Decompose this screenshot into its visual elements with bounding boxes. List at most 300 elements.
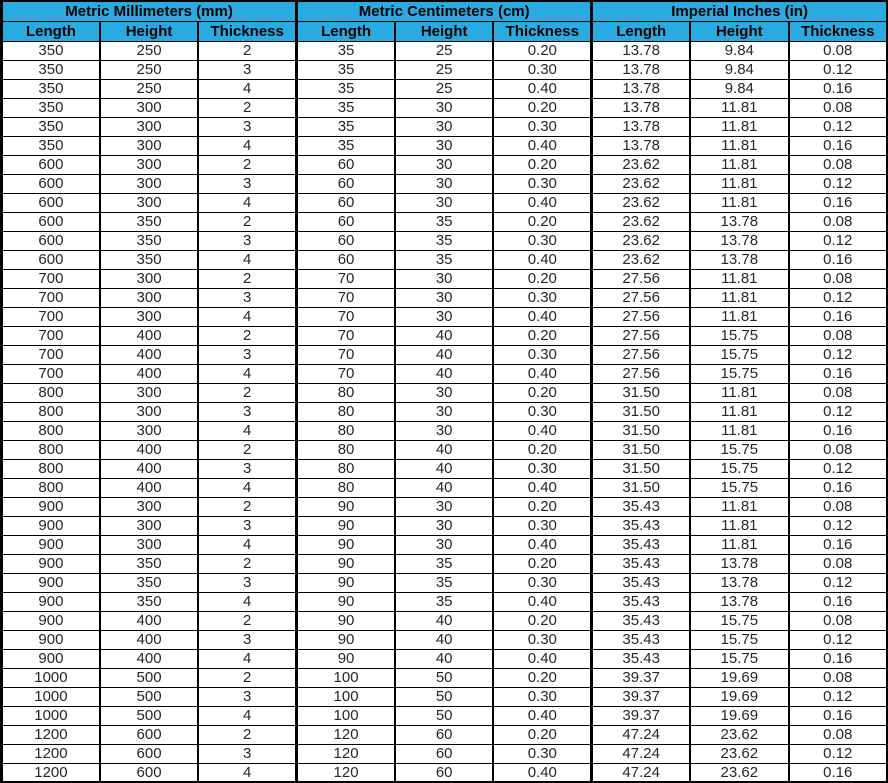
table-cell: 35	[297, 136, 395, 155]
table-cell: 800	[2, 478, 100, 497]
table-cell: 27.56	[592, 288, 690, 307]
table-cell: 0.30	[493, 573, 591, 592]
table-cell: 250	[100, 79, 198, 98]
table-cell: 800	[2, 383, 100, 402]
table-cell: 3	[198, 402, 296, 421]
table-cell: 0.08	[789, 326, 888, 345]
table-cell: 0.20	[493, 155, 591, 174]
table-cell: 30	[395, 402, 493, 421]
table-cell: 0.20	[493, 326, 591, 345]
table-cell: 70	[297, 288, 395, 307]
table-cell: 15.75	[690, 364, 788, 383]
table-cell: 400	[100, 326, 198, 345]
table-cell: 15.75	[690, 440, 788, 459]
table-cell: 800	[2, 440, 100, 459]
table-cell: 300	[100, 155, 198, 174]
table-row	[2, 231, 888, 250]
table-cell: 80	[297, 459, 395, 478]
table-cell: 0.40	[493, 79, 591, 98]
table-cell: 19.69	[690, 706, 788, 725]
table-row	[2, 497, 888, 516]
column-header-cm-thickness: Thickness	[493, 21, 591, 41]
table-cell: 0.30	[493, 174, 591, 193]
table-cell: 0.20	[493, 212, 591, 231]
table-cell: 11.81	[690, 383, 788, 402]
table-cell: 4	[198, 706, 296, 725]
table-cell: 0.12	[789, 288, 888, 307]
table-cell: 4	[198, 478, 296, 497]
table-cell: 0.30	[493, 402, 591, 421]
table-row	[2, 763, 888, 782]
table-cell: 400	[100, 630, 198, 649]
table-cell: 2	[198, 269, 296, 288]
table-row	[2, 459, 888, 478]
table-cell: 2	[198, 212, 296, 231]
table-cell: 2	[198, 383, 296, 402]
column-header-cm-length: Length	[297, 21, 395, 41]
table-cell: 13.78	[592, 79, 690, 98]
table-cell: 30	[395, 174, 493, 193]
table-cell: 40	[395, 649, 493, 668]
table-row	[2, 193, 888, 212]
table-cell: 300	[100, 383, 198, 402]
table-cell: 0.20	[493, 98, 591, 117]
table-cell: 250	[100, 60, 198, 79]
table-cell: 0.16	[789, 592, 888, 611]
table-cell: 11.81	[690, 288, 788, 307]
table-cell: 500	[100, 706, 198, 725]
table-cell: 1000	[2, 668, 100, 687]
table-cell: 0.30	[493, 516, 591, 535]
table-cell: 3	[198, 744, 296, 763]
table-cell: 15.75	[690, 345, 788, 364]
table-cell: 0.12	[789, 459, 888, 478]
table-cell: 23.62	[592, 193, 690, 212]
table-cell: 9.84	[690, 60, 788, 79]
table-cell: 300	[100, 269, 198, 288]
table-cell: 4	[198, 307, 296, 326]
table-cell: 13.78	[690, 573, 788, 592]
table-cell: 2	[198, 326, 296, 345]
table-cell: 600	[2, 174, 100, 193]
table-cell: 13.78	[690, 592, 788, 611]
table-cell: 0.40	[493, 478, 591, 497]
table-cell: 35.43	[592, 630, 690, 649]
table-cell: 40	[395, 459, 493, 478]
table-cell: 600	[2, 193, 100, 212]
table-cell: 1000	[2, 706, 100, 725]
table-cell: 100	[297, 687, 395, 706]
table-cell: 250	[100, 41, 198, 60]
table-cell: 0.08	[789, 554, 888, 573]
table-row	[2, 554, 888, 573]
table-cell: 0.16	[789, 478, 888, 497]
table-cell: 39.37	[592, 706, 690, 725]
table-cell: 900	[2, 611, 100, 630]
table-cell: 35	[395, 592, 493, 611]
table-cell: 0.30	[493, 630, 591, 649]
table-cell: 0.20	[493, 41, 591, 60]
table-row	[2, 402, 888, 421]
table-cell: 600	[100, 763, 198, 782]
table-row	[2, 41, 888, 60]
table-row	[2, 744, 888, 763]
table-row	[2, 136, 888, 155]
table-cell: 1200	[2, 725, 100, 744]
table-cell: 400	[100, 440, 198, 459]
table-cell: 31.50	[592, 440, 690, 459]
table-cell: 900	[2, 535, 100, 554]
table-cell: 0.40	[493, 364, 591, 383]
table-cell: 90	[297, 573, 395, 592]
table-cell: 100	[297, 668, 395, 687]
table-cell: 23.62	[690, 725, 788, 744]
table-cell: 70	[297, 269, 395, 288]
table-cell: 35	[297, 98, 395, 117]
table-cell: 90	[297, 554, 395, 573]
table-cell: 11.81	[690, 497, 788, 516]
table-cell: 11.81	[690, 535, 788, 554]
table-cell: 400	[100, 345, 198, 364]
table-row	[2, 307, 888, 326]
table-cell: 0.20	[493, 440, 591, 459]
table-cell: 11.81	[690, 307, 788, 326]
table-row	[2, 288, 888, 307]
table-cell: 0.12	[789, 516, 888, 535]
table-cell: 350	[2, 41, 100, 60]
table-cell: 2	[198, 98, 296, 117]
table-cell: 40	[395, 440, 493, 459]
table-cell: 4	[198, 592, 296, 611]
table-row	[2, 364, 888, 383]
table-row	[2, 98, 888, 117]
table-cell: 0.40	[493, 250, 591, 269]
table-cell: 50	[395, 668, 493, 687]
table-cell: 47.24	[592, 744, 690, 763]
table-row	[2, 326, 888, 345]
table-cell: 2	[198, 497, 296, 516]
table-cell: 2	[198, 611, 296, 630]
table-row	[2, 174, 888, 193]
table-cell: 80	[297, 383, 395, 402]
table-cell: 700	[2, 345, 100, 364]
table-cell: 31.50	[592, 459, 690, 478]
table-cell: 80	[297, 402, 395, 421]
table-cell: 2	[198, 554, 296, 573]
table-cell: 30	[395, 307, 493, 326]
table-cell: 3	[198, 60, 296, 79]
table-cell: 1000	[2, 687, 100, 706]
table-cell: 0.40	[493, 136, 591, 155]
table-cell: 35	[395, 573, 493, 592]
table-cell: 900	[2, 573, 100, 592]
table-cell: 15.75	[690, 459, 788, 478]
table-cell: 90	[297, 592, 395, 611]
table-cell: 600	[2, 250, 100, 269]
table-cell: 0.16	[789, 763, 888, 782]
column-header-in-thickness: Thickness	[789, 21, 888, 41]
table-cell: 13.78	[690, 554, 788, 573]
table-row	[2, 421, 888, 440]
table-cell: 35.43	[592, 497, 690, 516]
table-row	[2, 250, 888, 269]
table-cell: 27.56	[592, 345, 690, 364]
table-cell: 300	[100, 307, 198, 326]
table-cell: 0.30	[493, 687, 591, 706]
table-cell: 0.12	[789, 744, 888, 763]
table-cell: 400	[100, 459, 198, 478]
table-cell: 23.62	[690, 763, 788, 782]
table-cell: 900	[2, 630, 100, 649]
table-cell: 15.75	[690, 611, 788, 630]
table-cell: 300	[100, 98, 198, 117]
table-cell: 2	[198, 668, 296, 687]
table-cell: 11.81	[690, 193, 788, 212]
table-cell: 60	[395, 744, 493, 763]
table-cell: 35	[297, 79, 395, 98]
table-cell: 25	[395, 41, 493, 60]
table-cell: 500	[100, 687, 198, 706]
table-cell: 35.43	[592, 516, 690, 535]
table-cell: 0.40	[493, 421, 591, 440]
table-row	[2, 725, 888, 744]
table-cell: 40	[395, 364, 493, 383]
table-cell: 40	[395, 630, 493, 649]
table-cell: 70	[297, 307, 395, 326]
table-cell: 0.40	[493, 307, 591, 326]
table-row	[2, 345, 888, 364]
table-cell: 60	[297, 231, 395, 250]
table-cell: 300	[100, 117, 198, 136]
table-cell: 3	[198, 573, 296, 592]
table-cell: 3	[198, 174, 296, 193]
table-cell: 700	[2, 269, 100, 288]
table-cell: 80	[297, 478, 395, 497]
table-header	[2, 1, 888, 41]
table-cell: 700	[2, 326, 100, 345]
table-cell: 15.75	[690, 649, 788, 668]
table-cell: 900	[2, 592, 100, 611]
table-cell: 11.81	[690, 98, 788, 117]
table-cell: 0.08	[789, 383, 888, 402]
table-cell: 35.43	[592, 611, 690, 630]
table-cell: 13.78	[592, 98, 690, 117]
table-cell: 70	[297, 364, 395, 383]
table-cell: 19.69	[690, 668, 788, 687]
table-cell: 35	[395, 554, 493, 573]
table-cell: 90	[297, 516, 395, 535]
table-cell: 0.12	[789, 630, 888, 649]
table-cell: 4	[198, 421, 296, 440]
table-cell: 50	[395, 706, 493, 725]
table-cell: 13.78	[592, 41, 690, 60]
table-cell: 35	[395, 231, 493, 250]
table-cell: 0.12	[789, 687, 888, 706]
table-cell: 39.37	[592, 687, 690, 706]
table-cell: 0.16	[789, 193, 888, 212]
table-row	[2, 212, 888, 231]
table-cell: 35	[297, 41, 395, 60]
table-cell: 2	[198, 155, 296, 174]
table-cell: 13.78	[592, 136, 690, 155]
table-cell: 27.56	[592, 307, 690, 326]
table-cell: 0.12	[789, 345, 888, 364]
table-cell: 40	[395, 326, 493, 345]
table-cell: 60	[297, 193, 395, 212]
table-cell: 2	[198, 725, 296, 744]
table-cell: 0.40	[493, 535, 591, 554]
table-cell: 60	[395, 763, 493, 782]
table-cell: 800	[2, 421, 100, 440]
table-row	[2, 573, 888, 592]
table-cell: 2	[198, 440, 296, 459]
table-cell: 3	[198, 459, 296, 478]
table-cell: 35.43	[592, 592, 690, 611]
table-cell: 27.56	[592, 326, 690, 345]
table-cell: 0.08	[789, 668, 888, 687]
table-cell: 13.78	[592, 117, 690, 136]
table-cell: 90	[297, 630, 395, 649]
table-cell: 47.24	[592, 725, 690, 744]
table-cell: 400	[100, 478, 198, 497]
table-cell: 0.12	[789, 117, 888, 136]
table-cell: 0.30	[493, 60, 591, 79]
table-cell: 35.43	[592, 535, 690, 554]
table-cell: 0.16	[789, 250, 888, 269]
column-header-mm-length: Length	[2, 21, 100, 41]
table-cell: 0.12	[789, 231, 888, 250]
table-cell: 11.81	[690, 174, 788, 193]
table-cell: 120	[297, 744, 395, 763]
table-cell: 350	[100, 212, 198, 231]
table-cell: 600	[100, 725, 198, 744]
table-cell: 0.20	[493, 611, 591, 630]
table-row	[2, 516, 888, 535]
table-cell: 30	[395, 98, 493, 117]
table-cell: 30	[395, 421, 493, 440]
table-cell: 15.75	[690, 326, 788, 345]
table-cell: 4	[198, 136, 296, 155]
table-cell: 31.50	[592, 383, 690, 402]
column-header-cm-height: Height	[395, 21, 493, 41]
table-cell: 1200	[2, 763, 100, 782]
table-row	[2, 668, 888, 687]
table-cell: 800	[2, 402, 100, 421]
table-cell: 11.81	[690, 136, 788, 155]
table-cell: 350	[2, 60, 100, 79]
table-cell: 300	[100, 421, 198, 440]
table-cell: 500	[100, 668, 198, 687]
table-cell: 0.08	[789, 212, 888, 231]
group-header-row	[2, 1, 888, 21]
table-cell: 4	[198, 250, 296, 269]
table-cell: 3	[198, 687, 296, 706]
table-cell: 0.20	[493, 725, 591, 744]
table-cell: 23.62	[592, 250, 690, 269]
table-cell: 0.40	[493, 763, 591, 782]
table-cell: 900	[2, 554, 100, 573]
table-cell: 15.75	[690, 630, 788, 649]
table-cell: 3	[198, 288, 296, 307]
table-cell: 60	[297, 250, 395, 269]
column-header-row	[2, 21, 888, 41]
table-cell: 31.50	[592, 478, 690, 497]
table-cell: 700	[2, 288, 100, 307]
table-cell: 60	[297, 155, 395, 174]
table-cell: 0.20	[493, 269, 591, 288]
table-body	[2, 41, 888, 782]
table-cell: 0.12	[789, 174, 888, 193]
table-cell: 35	[297, 117, 395, 136]
table-cell: 0.30	[493, 288, 591, 307]
table-cell: 300	[100, 402, 198, 421]
table-cell: 35.43	[592, 649, 690, 668]
table-cell: 0.16	[789, 421, 888, 440]
table-row	[2, 687, 888, 706]
table-cell: 60	[297, 212, 395, 231]
table-cell: 60	[297, 174, 395, 193]
table-cell: 11.81	[690, 516, 788, 535]
table-cell: 30	[395, 383, 493, 402]
table-cell: 300	[100, 535, 198, 554]
table-row	[2, 630, 888, 649]
table-cell: 13.78	[592, 60, 690, 79]
table-row	[2, 79, 888, 98]
table-cell: 900	[2, 497, 100, 516]
column-header-in-height: Height	[690, 21, 788, 41]
table-cell: 0.08	[789, 725, 888, 744]
table-cell: 11.81	[690, 117, 788, 136]
table-cell: 40	[395, 345, 493, 364]
table-cell: 4	[198, 649, 296, 668]
table-cell: 40	[395, 611, 493, 630]
table-cell: 70	[297, 345, 395, 364]
table-cell: 11.81	[690, 402, 788, 421]
table-cell: 600	[2, 231, 100, 250]
table-cell: 600	[2, 155, 100, 174]
table-row	[2, 117, 888, 136]
table-cell: 0.30	[493, 117, 591, 136]
table-cell: 0.08	[789, 269, 888, 288]
table-cell: 350	[100, 250, 198, 269]
table-cell: 700	[2, 364, 100, 383]
table-row	[2, 478, 888, 497]
group-header-mm: Metric Millimeters (mm)	[2, 1, 297, 21]
group-header-in: Imperial Inches (in)	[592, 1, 887, 21]
table-cell: 30	[395, 288, 493, 307]
table-cell: 0.12	[789, 402, 888, 421]
table-cell: 70	[297, 326, 395, 345]
table-row	[2, 535, 888, 554]
table-cell: 23.62	[690, 744, 788, 763]
table-cell: 30	[395, 193, 493, 212]
table-cell: 19.69	[690, 687, 788, 706]
table-row	[2, 269, 888, 288]
table-cell: 300	[100, 516, 198, 535]
table-cell: 3	[198, 345, 296, 364]
table-cell: 350	[2, 98, 100, 117]
table-cell: 4	[198, 193, 296, 212]
table-cell: 350	[100, 231, 198, 250]
table-row	[2, 706, 888, 725]
column-header-in-length: Length	[592, 21, 690, 41]
table-cell: 0.16	[789, 307, 888, 326]
table-cell: 0.16	[789, 706, 888, 725]
table-row	[2, 611, 888, 630]
table-cell: 400	[100, 611, 198, 630]
table-cell: 0.16	[789, 136, 888, 155]
table-cell: 0.08	[789, 497, 888, 516]
